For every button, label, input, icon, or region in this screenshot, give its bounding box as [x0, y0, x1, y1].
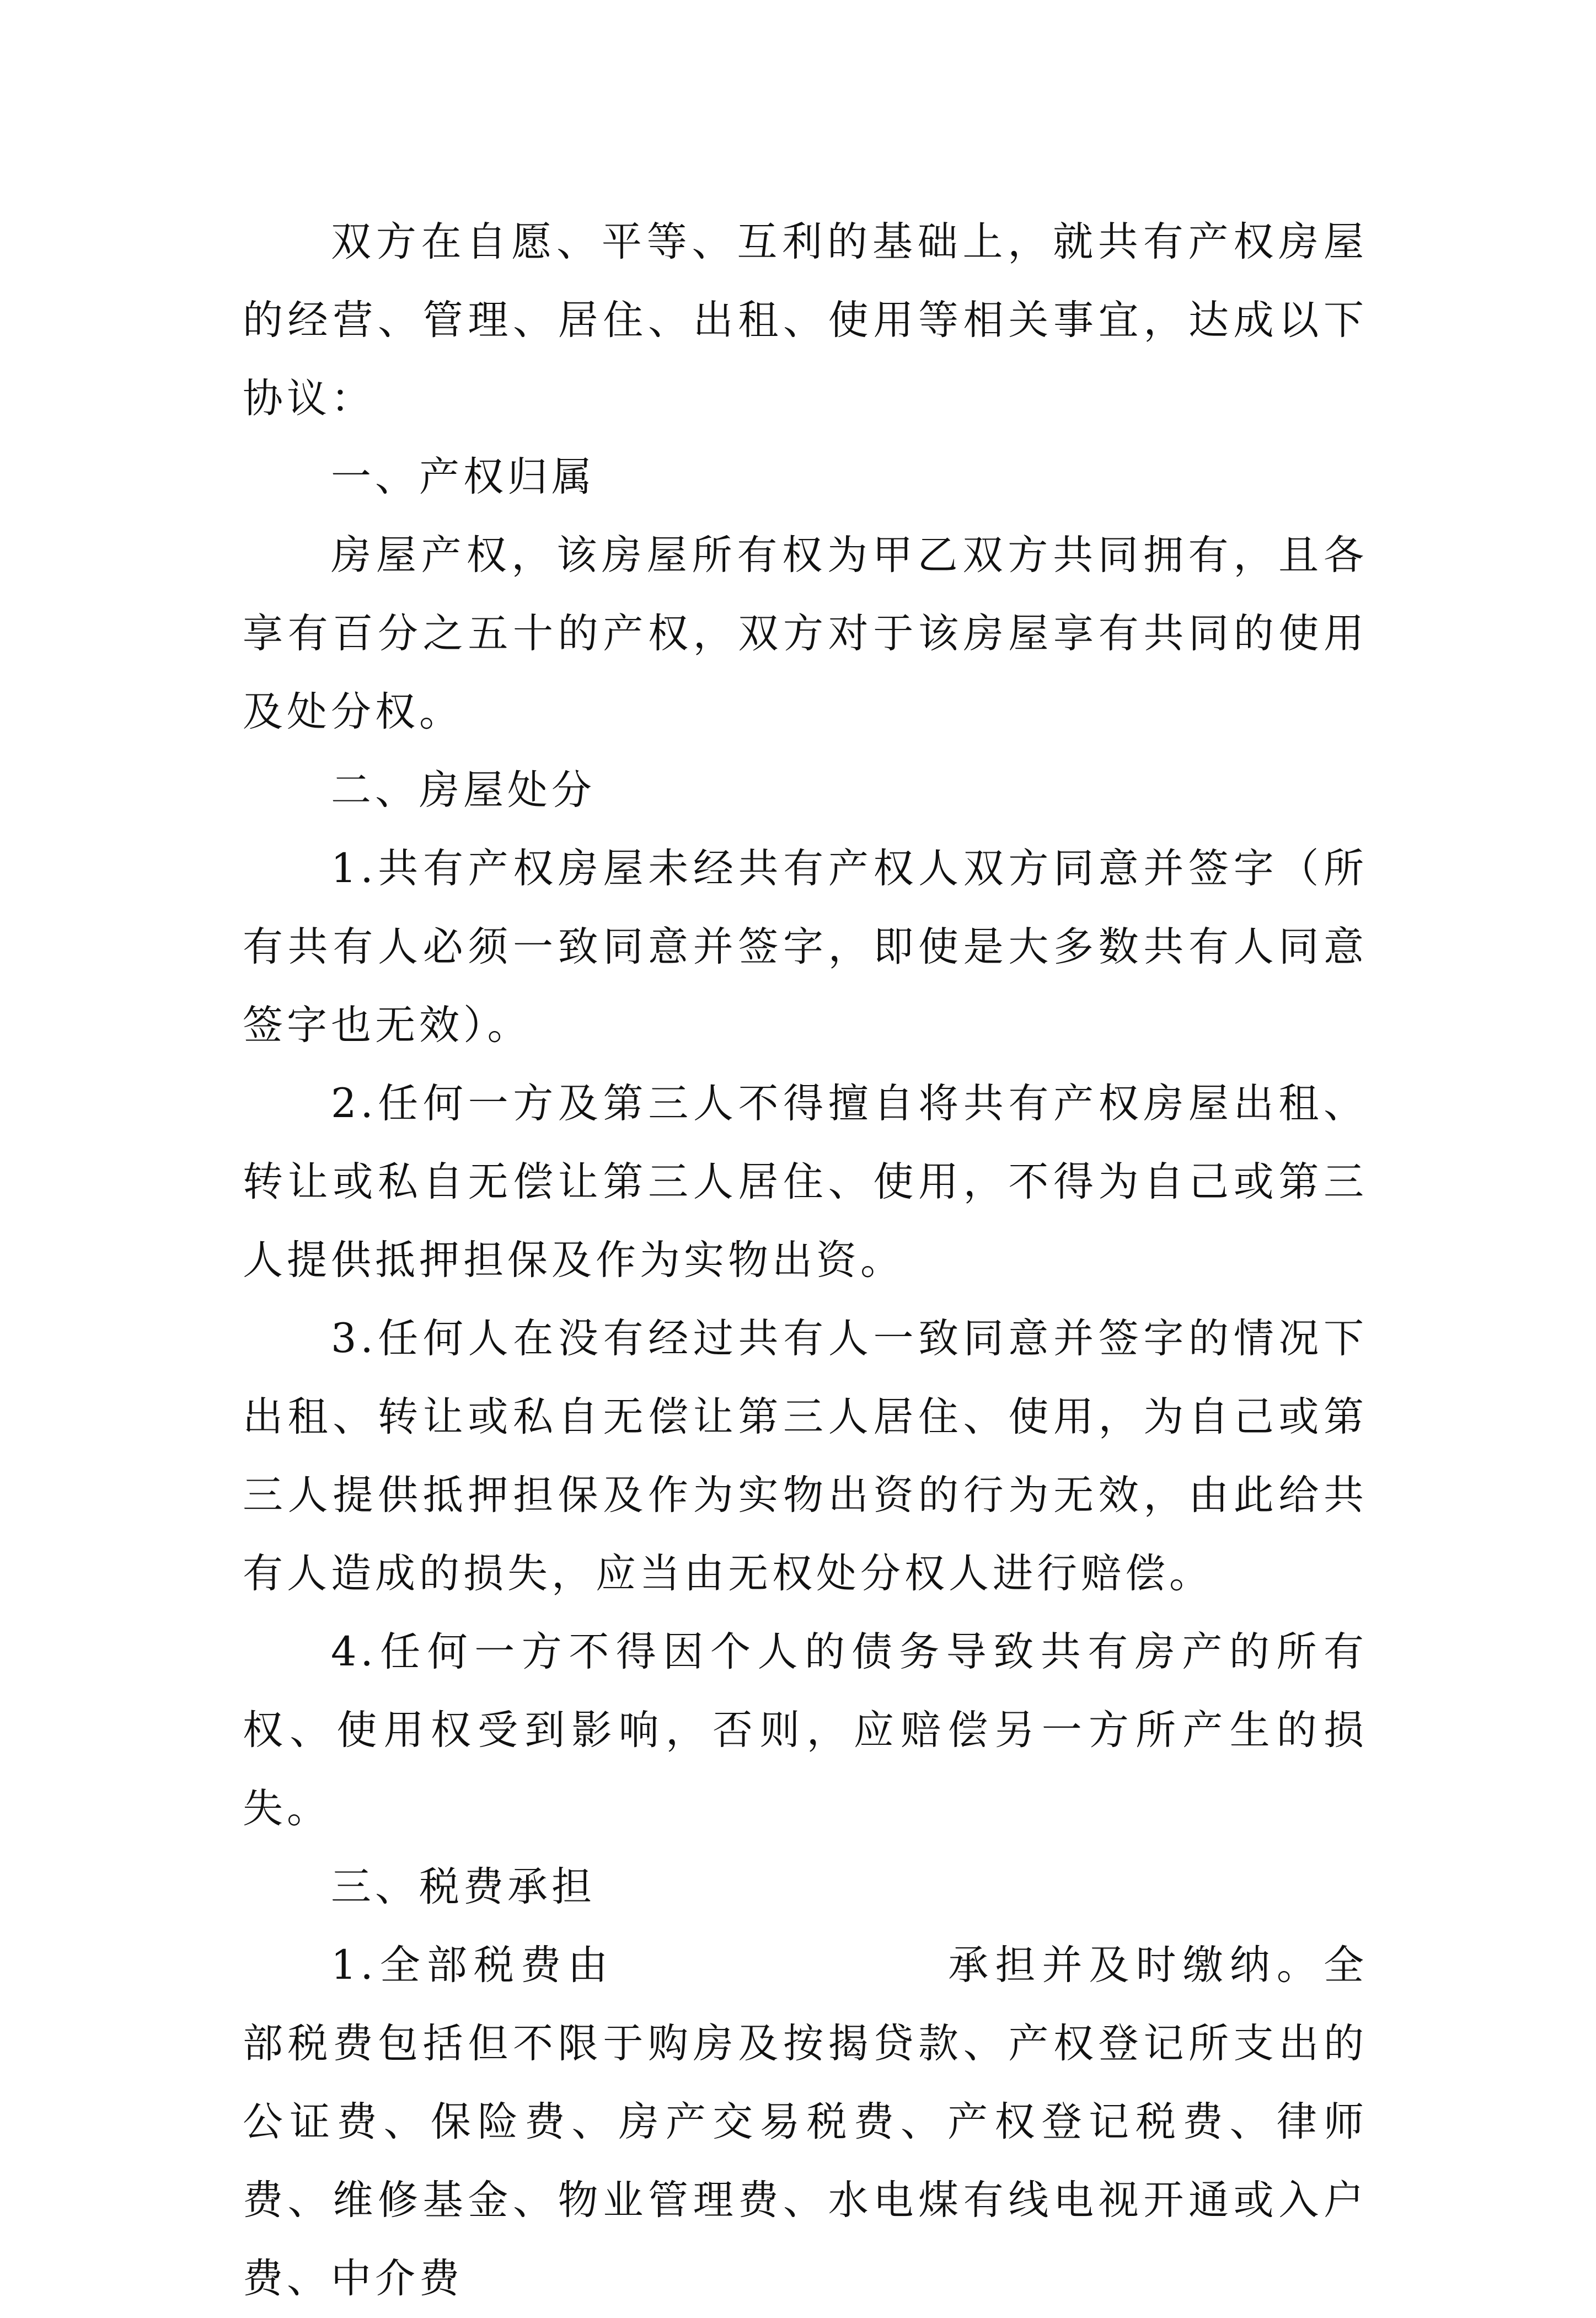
- paragraph-disposal-4: 4.任何一方不得因个人的债务导致共有房产的所有权、使用权受到影响，否则，应赔偿另一方所产生的损失。: [243, 1628, 1368, 1832]
- heading-ownership: 一、产权归属: [331, 453, 596, 500]
- heading-taxes: 三、税费承担: [331, 1863, 596, 1910]
- heading-disposal: 二、房屋处分: [331, 767, 596, 814]
- paragraph-intro: 双方在自愿、平等、互利的基础上，就共有产权房屋的经营、管理、居住、出租、使用等相关事宜，达成以下协议：: [243, 218, 1368, 422]
- paragraph-taxes-1: [243, 1926, 1368, 2318]
- taxes-text-after-blank: 承担并及时缴纳。全部税费包括但不限于购房及按揭贷款、产权登记所支出的公证费、保险费、房产交易税费、产权登记税费、律师费、维修基金、物业管理费、水电煤有线电视开通或入户费、中介费: [243, 1942, 1368, 2302]
- paragraph-disposal-2: 2.任何一方及第三人不得擅自将共有产权房屋出租、转让或私自无偿让第三人居住、使用，不得为自己或第三人提供抵押担保及作为实物出资。: [243, 1080, 1368, 1284]
- paragraph-disposal-1: 1.共有产权房屋未经共有产权人双方同意并签字（所有共有人必须一致同意并签字，即使是大多数共有人同意签字也无效）。: [243, 845, 1368, 1049]
- document-body: [243, 203, 1368, 2318]
- paragraph-disposal-3: 3.任何人在没有经过共有人一致同意并签字的情况下出租、转让或私自无偿让第三人居住、使用，为自己或第三人提供抵押担保及作为实物出资的行为无效，由此给共有人造成的损失，应当由无权处分权人进行赔偿。: [243, 1315, 1368, 1597]
- taxes-text-before-blank: 1.全部税费由: [331, 1942, 615, 1989]
- paragraph-ownership: 房屋产权，该房屋所有权为甲乙双方共同拥有，且各享有百分之五十的产权，双方对于该房屋享有共同的使用及处分权。: [243, 532, 1368, 735]
